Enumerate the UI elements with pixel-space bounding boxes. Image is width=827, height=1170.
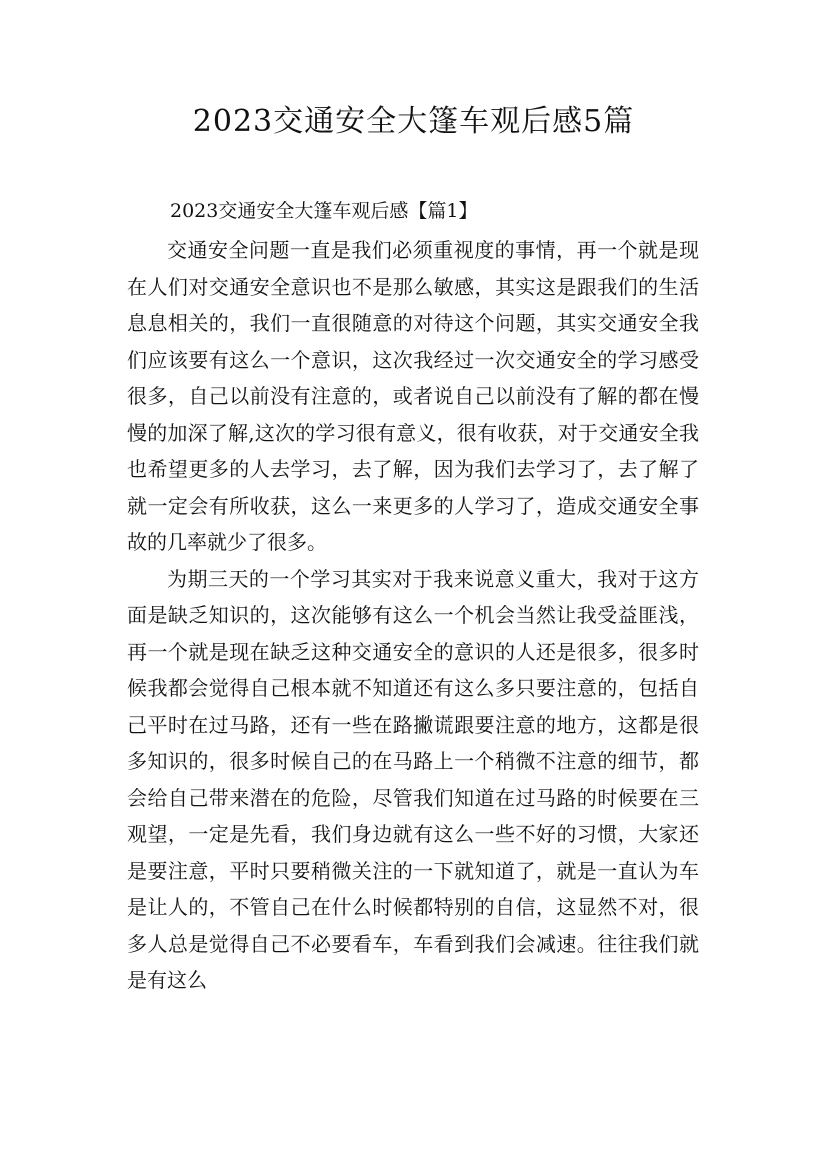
document-body	[127, 232, 699, 999]
document-title: 2023交通安全大篷车观后感5篇	[192, 104, 635, 139]
section-heading: 2023交通安全大篷车观后感【篇1】	[170, 200, 478, 222]
paragraph: 交通安全问题一直是我们必须重视度的事情，再一个就是现在人们对交通安全意识也不是那么敏感，其实这是跟我们的生活息息相关的，我们一直很随意的对待这个问题，其实交通安全我们应该要有这么一个意识，这次我经过一次交通安全的学习感受很多，自己以前没有注意的，或者说自己以前没有了解的都在慢慢的加深了解,这次的学习很有意义，很有收获，对于交通安全我也希望更多的人去学习，去了解，因为我们去学习了，去了解了就一定会有所收获，这么一来更多的人学习了，造成交通安全事故的几率就少了很多。	[127, 238, 699, 554]
paragraph: 为期三天的一个学习其实对于我来说意义重大，我对于这方面是缺乏知识的，这次能够有这么一个机会当然让我受益匪浅，再一个就是现在缺乏这种交通安全的意识的人还是很多，很多时候我都会觉得自己根本就不知道还有这么多只要注意的，包括自己平时在过马路，还有一些在路撇谎跟要注意的地方，这都是很多知识的，很多时候自己的在马路上一个稍微不注意的细节，都会给自己带来潜在的危险，尽管我们知道在过马路的时候要在三观望，一定是先看，我们身边就有这么一些不好的习惯，大家还是要注意，平时只要稍微关注的一下就知道了，就是一直认为车是让人的，不管自己在什么时候都特别的自信，这显然不对，很多人总是觉得自己不必要看车，车看到我们会减速。往往我们就是有这么	[127, 566, 699, 992]
